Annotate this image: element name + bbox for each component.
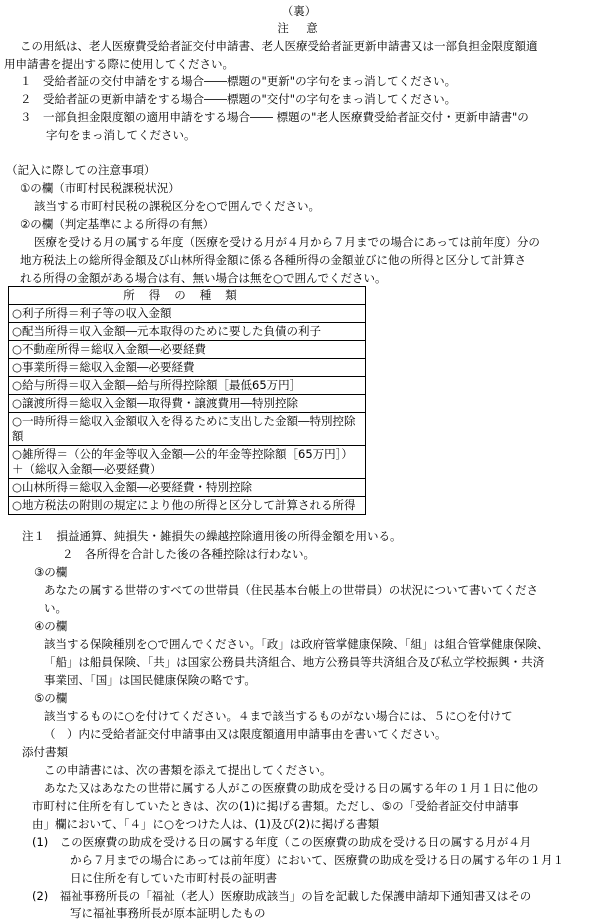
- field2-text: 医療を受ける月の属する年度（医療を受ける月が４月から７月までの場合にあっては前年度）分の: [34, 235, 540, 249]
- attachments-text: 市町村に住所を有していたときは、次の(1)に掲げる書類。ただし、⑤の「受給者証交付申請事: [32, 799, 519, 813]
- table-row: ○給与所得＝収入金額―給与所得控除額［最低65万円］: [9, 376, 365, 394]
- attachments-text: 由」欄において、「４」に○をつけた人は、(1)及び(2)に掲げる書類: [32, 817, 380, 831]
- attachment-item-1: 日に住所を有していた市町村長の証明書: [70, 871, 277, 885]
- intro-item: 字句をまっ消してください。: [46, 128, 196, 142]
- field2-text: 地方税法上の総所得金額及び山林所得金額に係る各種所得の金額並びに他の所得と区分して計算さ: [20, 253, 526, 267]
- footnote: ２ 各所得を合計した後の各種控除は行わない。: [62, 547, 315, 561]
- attachment-item-1: (1) この医療費の助成を受ける日の属する年度（この医療費の助成を受ける日の属する月が４月: [32, 835, 532, 849]
- intro-line: この用紙は、老人医療費受給者証交付申請書、老人医療受給者証更新申請書又は一部負担金限度額適: [20, 39, 538, 53]
- field4-text: 事業団、「国」は国民健康保険の略です。: [44, 673, 256, 687]
- field5-text: （ ）内に受給者証交付申請事由又は限度額適用申請事由を書いてください。: [44, 727, 447, 741]
- field3-title: ③の欄: [34, 565, 68, 579]
- attachment-item-2: (2) 福祉事務所長の「福祉（老人）医療助成該当」の旨を記載した保護申請却下通知書又はその: [32, 889, 532, 903]
- footnote: 注１ 損益通算、純損失・雑損失の繰越控除適用後の所得金額を用いる。: [22, 529, 402, 543]
- attachment-item-2: 写に福祉事務所長が原本証明したもの: [70, 906, 266, 920]
- intro-item: １ 受給者証の交付申請をする場合――標題の"更新"の字句をまっ消してください。: [20, 74, 457, 88]
- table-row: ○利子所得＝利子等の収入金額: [9, 304, 365, 322]
- field1-title: ①の欄（市町村民税課税状況）: [20, 181, 180, 195]
- table-row: ○不動産所得＝総収入金額―必要経費: [9, 340, 365, 358]
- field5-title: ⑤の欄: [34, 691, 68, 705]
- notes-heading: （記入に際しての注意事項）: [6, 163, 156, 177]
- attachments-title: 添付書類: [22, 745, 68, 759]
- field4-title: ④の欄: [34, 619, 68, 633]
- intro-item: ２ 受給者証の更新申請をする場合――標題の"交付"の字句をまっ消してください。: [20, 92, 457, 106]
- intro-item: ３ 一部負担金限度額の適用申請をする場合―― 標題の"老人医療費受給者証交付・更新申請書"の: [20, 110, 529, 124]
- field5-text: 該当するものに○を付けてください。４まで該当するものがない場合には、５に○を付けて: [44, 709, 513, 723]
- field2-text: れる所得の金額がある場合は有、無い場合は無を○で囲んでください。: [20, 271, 387, 285]
- field3-text: い。: [44, 601, 67, 615]
- table-row: ○地方税法の附則の規定により他の所得と区分して計算される所得: [9, 496, 365, 514]
- field4-text: 「船」は船員保険、「共」は国家公務員共済組合、地方公務員等共済組合及び私立学校振興・共済: [44, 655, 545, 669]
- field1-text: 該当する市町村民税の課税区分を○で囲んでください。: [34, 199, 321, 213]
- table-header: 所得の種類: [123, 288, 251, 302]
- intro-line: 用申請書を提出する際に使用してください。: [4, 57, 234, 71]
- side-label: （裏）: [281, 4, 317, 18]
- table-row: ○譲渡所得＝総収入金額―取得費・譲渡費用―特別控除: [9, 394, 365, 412]
- attachment-item-1: から７月までの場合にあっては前年度）において、医療費の助成を受ける日の属する年の１月１: [70, 853, 565, 867]
- income-types-table: [8, 286, 366, 515]
- table-row: ○雑所得＝（公的年金等収入金額―公的年金等控除額［65万円］）＋（総収入金額―必要経費）: [9, 445, 365, 478]
- field4-text: 該当する保険種別を○で囲んでください。「政」は政府管掌健康保険、「組」は組合管掌健康保険、: [44, 637, 549, 651]
- attachments-text: あなた又はあなたの世帯に属する人がこの医療費の助成を受ける日の属する年の１月１日に他の: [44, 781, 539, 795]
- field2-title: ②の欄（判定基準による所得の有無）: [20, 217, 215, 231]
- field3-text: あなたの属する世帯のすべての世帯員（住民基本台帳上の世帯員）の状況について書いてくださ: [44, 583, 539, 597]
- table-row: ○山林所得＝総収入金額―必要経費・特別控除: [9, 478, 365, 496]
- table-row: ○一時所得＝総収入金額収入を得るために支出した金額―特別控除額: [9, 412, 365, 445]
- table-row: ○事業所得＝総収入金額―必要経費: [9, 358, 365, 376]
- table-row: ○配当所得＝収入金額―元本取得のために要した負債の利子: [9, 322, 365, 340]
- page-title: 注 意: [277, 21, 321, 35]
- attachments-intro: この申請書には、次の書類を添えて提出してください。: [44, 763, 332, 777]
